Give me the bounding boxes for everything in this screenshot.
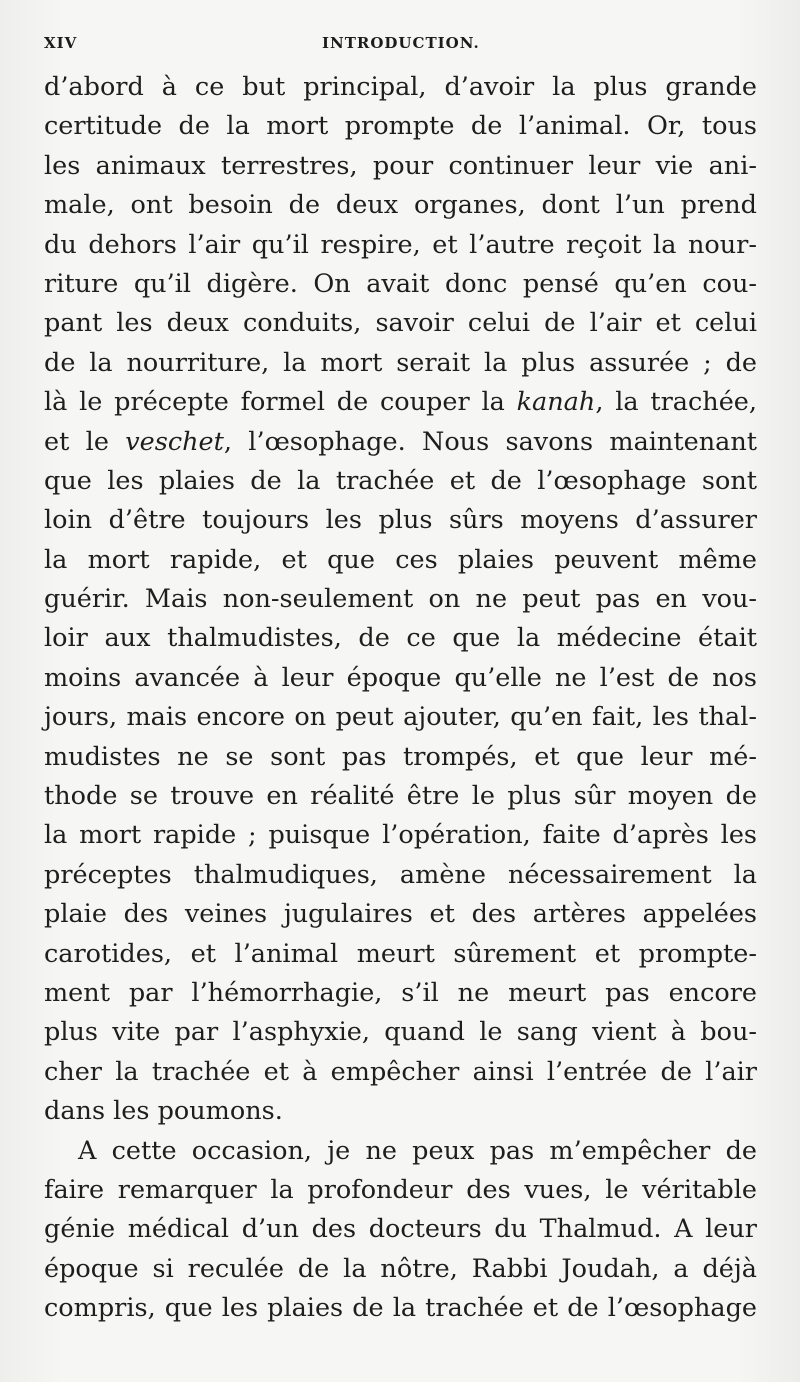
text-segment: riture qu’il digère. On avait donc pensé qu’en cou-: [44, 268, 757, 299]
text-line: [44, 1132, 757, 1171]
page-header: [44, 34, 756, 58]
text-segment: , la trachée,: [595, 387, 758, 418]
text-segment: guérir. Mais non-seulement on ne peut pas en vou-: [44, 584, 757, 615]
text-segment: d’abord à ce but principal, d’avoir la plus grande: [44, 72, 757, 102]
text-segment: la mort rapide ; puisque l’opération, faite d’après les: [44, 820, 757, 851]
italic-term: veschet: [125, 426, 224, 457]
text-segment: thode se trouve en réalité être le plus sûr moyen de: [44, 781, 757, 812]
text-line: [44, 265, 757, 304]
text-segment: ment par l’hémorrhagie, s’il ne meurt pas encore: [44, 977, 757, 1008]
text-segment: de la nourriture, la mort serait la plus assurée ; de: [44, 347, 757, 378]
text-line: [44, 344, 757, 383]
text-line: [44, 974, 757, 1013]
text-line: [44, 1250, 757, 1289]
text-segment: préceptes thalmudiques, amène nécessairement la: [44, 859, 757, 890]
text-line: [44, 659, 757, 698]
text-line: [44, 462, 757, 501]
text-line: [44, 68, 757, 107]
text-segment: male, ont besoin de deux organes, dont l’un prend: [44, 190, 757, 221]
text-line: [44, 1289, 757, 1328]
text-line: [44, 935, 757, 974]
text-line: [44, 816, 757, 855]
text-segment: faire remarquer la profondeur des vues, le véritable: [44, 1174, 757, 1205]
text-segment: que les plaies de la trachée et de l’œsophage sont: [44, 465, 757, 496]
text-segment: et le: [44, 426, 126, 457]
text-line: [44, 226, 757, 265]
text-line: [44, 541, 757, 580]
text-segment: mudistes ne se sont pas trompés, et que leur mé-: [44, 741, 757, 772]
text-segment: plaie des veines jugulaires et des artères appelées: [44, 899, 757, 930]
running-head: INTRODUCTION.: [322, 34, 480, 52]
text-segment: loir aux thalmudistes, de ce que la médecine était: [44, 623, 757, 654]
text-line: [44, 1053, 757, 1092]
text-segment: la mort rapide, et que ces plaies peuvent même: [44, 544, 757, 575]
text-line: [44, 501, 757, 540]
text-segment: les animaux terrestres, pour continuer leur vie ani-: [44, 150, 757, 181]
text-segment: jours, mais encore on peut ajouter, qu’en fait, les thal-: [44, 702, 757, 733]
text-line: [44, 1171, 757, 1210]
text-segment: époque si reculée de la nôtre, Rabbi Joudah, a déjà: [44, 1253, 757, 1284]
text-segment: compris, que les plaies de la trachée et de l’œsophage: [44, 1293, 757, 1324]
text-segment: du dehors l’air qu’il respire, et l’autre reçoit la nour-: [44, 229, 757, 260]
text-segment: dans les poumons.: [44, 1096, 283, 1127]
text-line: [44, 304, 757, 343]
text-line: [44, 856, 757, 895]
text-segment: A cette occasion, je ne peux pas m’empêcher de: [78, 1135, 757, 1166]
text-segment: certitude de la mort prompte de l’animal. Or, tous: [44, 111, 757, 142]
text-line: [44, 383, 757, 422]
text-line: [44, 698, 757, 737]
text-line: [44, 107, 757, 146]
text-segment: carotides, et l’animal meurt sûrement et prompte-: [44, 938, 757, 969]
text-line: [44, 423, 757, 462]
text-line: [44, 619, 757, 658]
text-line: [44, 186, 757, 225]
italic-term: kanah: [516, 387, 596, 418]
text-line: [44, 1092, 757, 1131]
text-segment: plus vite par l’asphyxie, quand le sang vient à bou-: [44, 1017, 757, 1048]
text-line: [44, 147, 757, 186]
text-segment: là le précepte formel de couper la: [44, 387, 517, 418]
text-segment: cher la trachée et à empêcher ainsi l’entrée de l’air: [44, 1056, 757, 1087]
text-segment: , l’œsophage. Nous savons maintenant: [223, 426, 757, 457]
body-text: [44, 68, 757, 1329]
text-line: [44, 738, 757, 777]
page-number: XIV: [44, 34, 78, 52]
text-line: [44, 777, 757, 816]
text-segment: pant les deux conduits, savoir celui de l’air et celui: [44, 308, 757, 339]
text-segment: génie médical d’un des docteurs du Thalmud. A leur: [44, 1214, 757, 1245]
text-segment: loin d’être toujours les plus sûrs moyens d’assurer: [44, 505, 757, 536]
text-line: [44, 1013, 757, 1052]
text-line: [44, 895, 757, 934]
text-segment: moins avancée à leur époque qu’elle ne l’est de nos: [44, 662, 757, 693]
text-line: [44, 1210, 757, 1249]
text-line: [44, 580, 757, 619]
